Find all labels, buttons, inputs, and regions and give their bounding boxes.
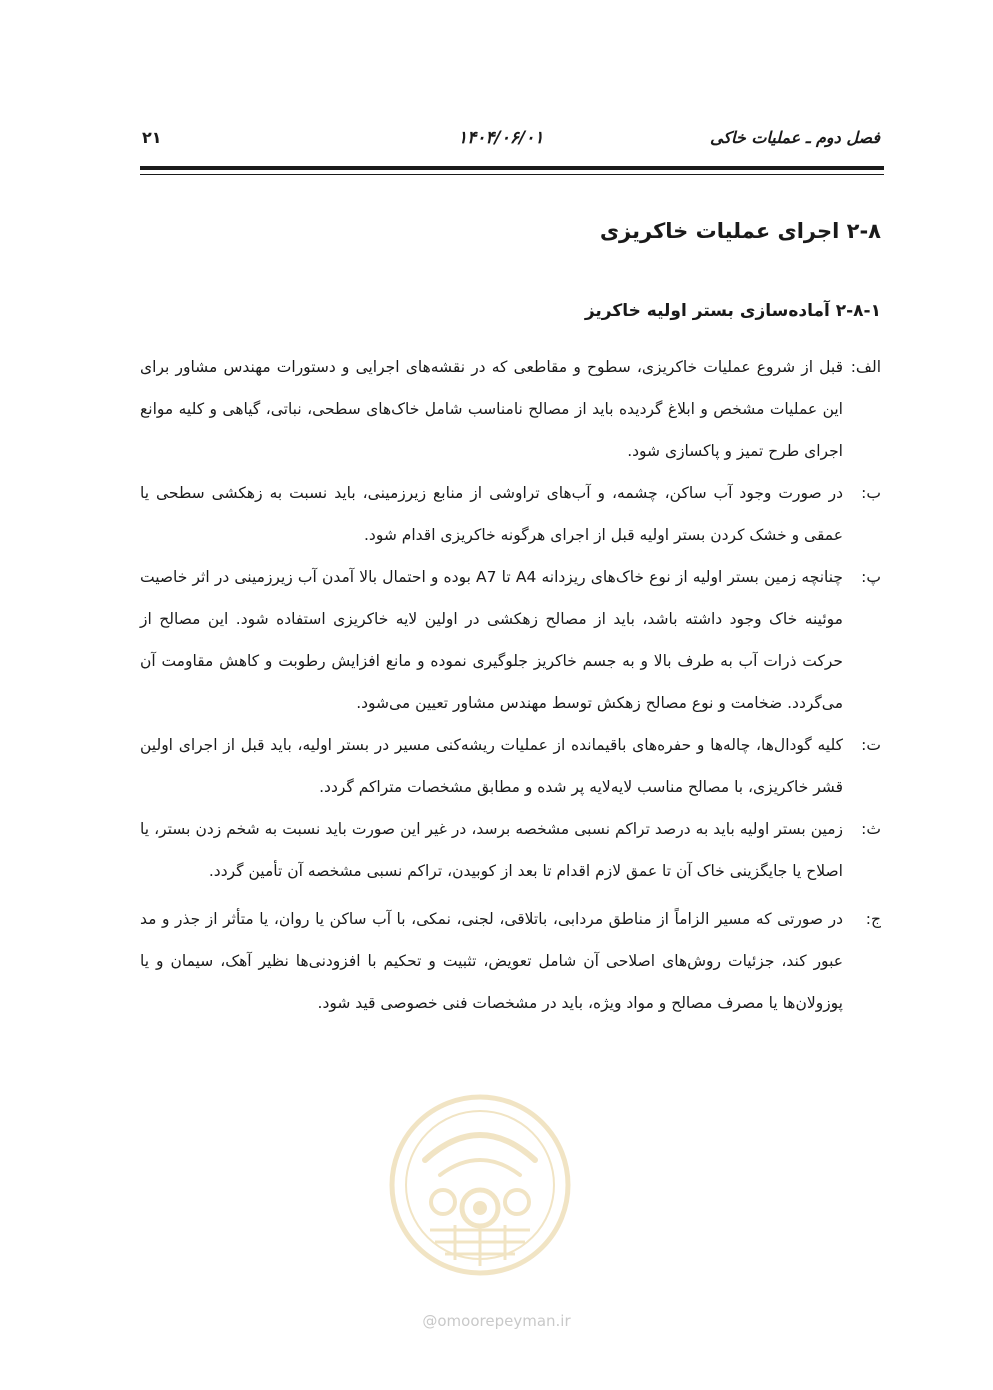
- watermark-seal-logo: [385, 1090, 575, 1280]
- chapter-title: فصل دوم ـ عملیات خاکی: [710, 128, 880, 147]
- header-rule-thin: [140, 174, 884, 175]
- item-text: در صورتی که مسیر الزاماً از مناطق مردابی، باتلاقی، لجنی، نمکی، با آب ساکن یا روان، یا متأثر از جذر و مد عبور کند، جزئیات روش‌های اصلاحی آن شامل تعویض، تثبیت و تحکیم با افزودنی‌ها نظیر آهک، سیمان و یا پوزولان‌ها یا مصرف مصالح و مواد ویژه، باید در مشخصات فنی خصوصی قید شود.: [140, 910, 843, 1012]
- item-label: ت:: [861, 736, 881, 754]
- document-date: ۱۴۰۴/۰۶/۰۱: [458, 128, 544, 148]
- list-item: [140, 724, 881, 808]
- header-rule-thick: [140, 166, 884, 170]
- item-text: چنانچه زمین بستر اولیه از نوع خاک‌های ریزدانه A4 تا A7 بوده و احتمال بالا آمدن آب زیرزمینی در اثر خاصیت موئینه خاک وجود داشته باشد، باید از مصالح زهکشی در اولین لایه خاکریزی استفاده شود. این مصالح از حرکت ذرات آب به طرف بالا و به جسم خاکریز جلوگیری نموده و مانع افزایش رطوبت و کاهش مقاومت آن می‌گردد. ضخامت و نوع مصالح زهکش توسط مهندس مشاور تعیین می‌شود.: [140, 568, 843, 712]
- requirements-list: [140, 346, 881, 1024]
- item-label: ج:: [865, 910, 881, 928]
- item-text: قبل از شروع عملیات خاکریزی، سطوح و مقاطعی که در نقشه‌های اجرایی و دستورات مهندس مشاور برای این عملیات مشخص و ابلاغ گردیده باید از مصالح نامناسب شامل خاک‌های سطحی، نباتی، گیاهی و کلیه موانع اجرای طرح تمیز و پاکسازی شود.: [140, 358, 843, 460]
- item-text: در صورت وجود آب ساکن، چشمه، و آب‌های تراوشی از منابع زیرزمینی، باید نسبت به زهکشی سطحی یا عمقی و خشک کردن بستر اولیه قبل از اجرای هرگونه خاکریزی اقدام شود.: [140, 484, 843, 544]
- item-text: زمین بستر اولیه باید به درصد تراکم نسبی مشخصه برسد، در غیر این صورت باید نسبت به شخم زدن بستر، یا اصلاح یا جایگزینی خاک آن تا عمق لازم اقدام تا بعد از کوبیدن، تراکم نسبی مشخصه آن تأمین گردد.: [140, 820, 843, 880]
- list-item: [140, 556, 881, 724]
- list-item: [140, 898, 881, 1024]
- item-label: ث:: [861, 820, 881, 838]
- section-heading: ۲-۸ اجرای عملیات خاکریزی: [599, 219, 881, 243]
- list-item: [140, 346, 881, 472]
- page-header: [140, 128, 880, 158]
- list-item: [140, 808, 881, 892]
- item-label: پ:: [861, 568, 881, 586]
- item-text: کلیه گودال‌ها، چاله‌ها و حفره‌های باقیمانده از عملیات ریشه‌کنی مسیر در بستر اولیه، باید قبل از اجرای اولین قشر خاکریزی، با مصالح مناسب لایه‌لایه پر شده و مطابق مشخصات متراکم گردد.: [140, 736, 843, 796]
- page-number: ۲۱: [142, 128, 162, 147]
- list-item: [140, 472, 881, 556]
- subsection-heading: ۲-۸-۱ آماده‌سازی بستر اولیه خاکریز: [584, 301, 881, 321]
- watermark-site: @omoorepeyman.ir: [422, 1312, 571, 1330]
- item-label: الف:: [850, 358, 881, 376]
- item-label: ب:: [861, 484, 881, 502]
